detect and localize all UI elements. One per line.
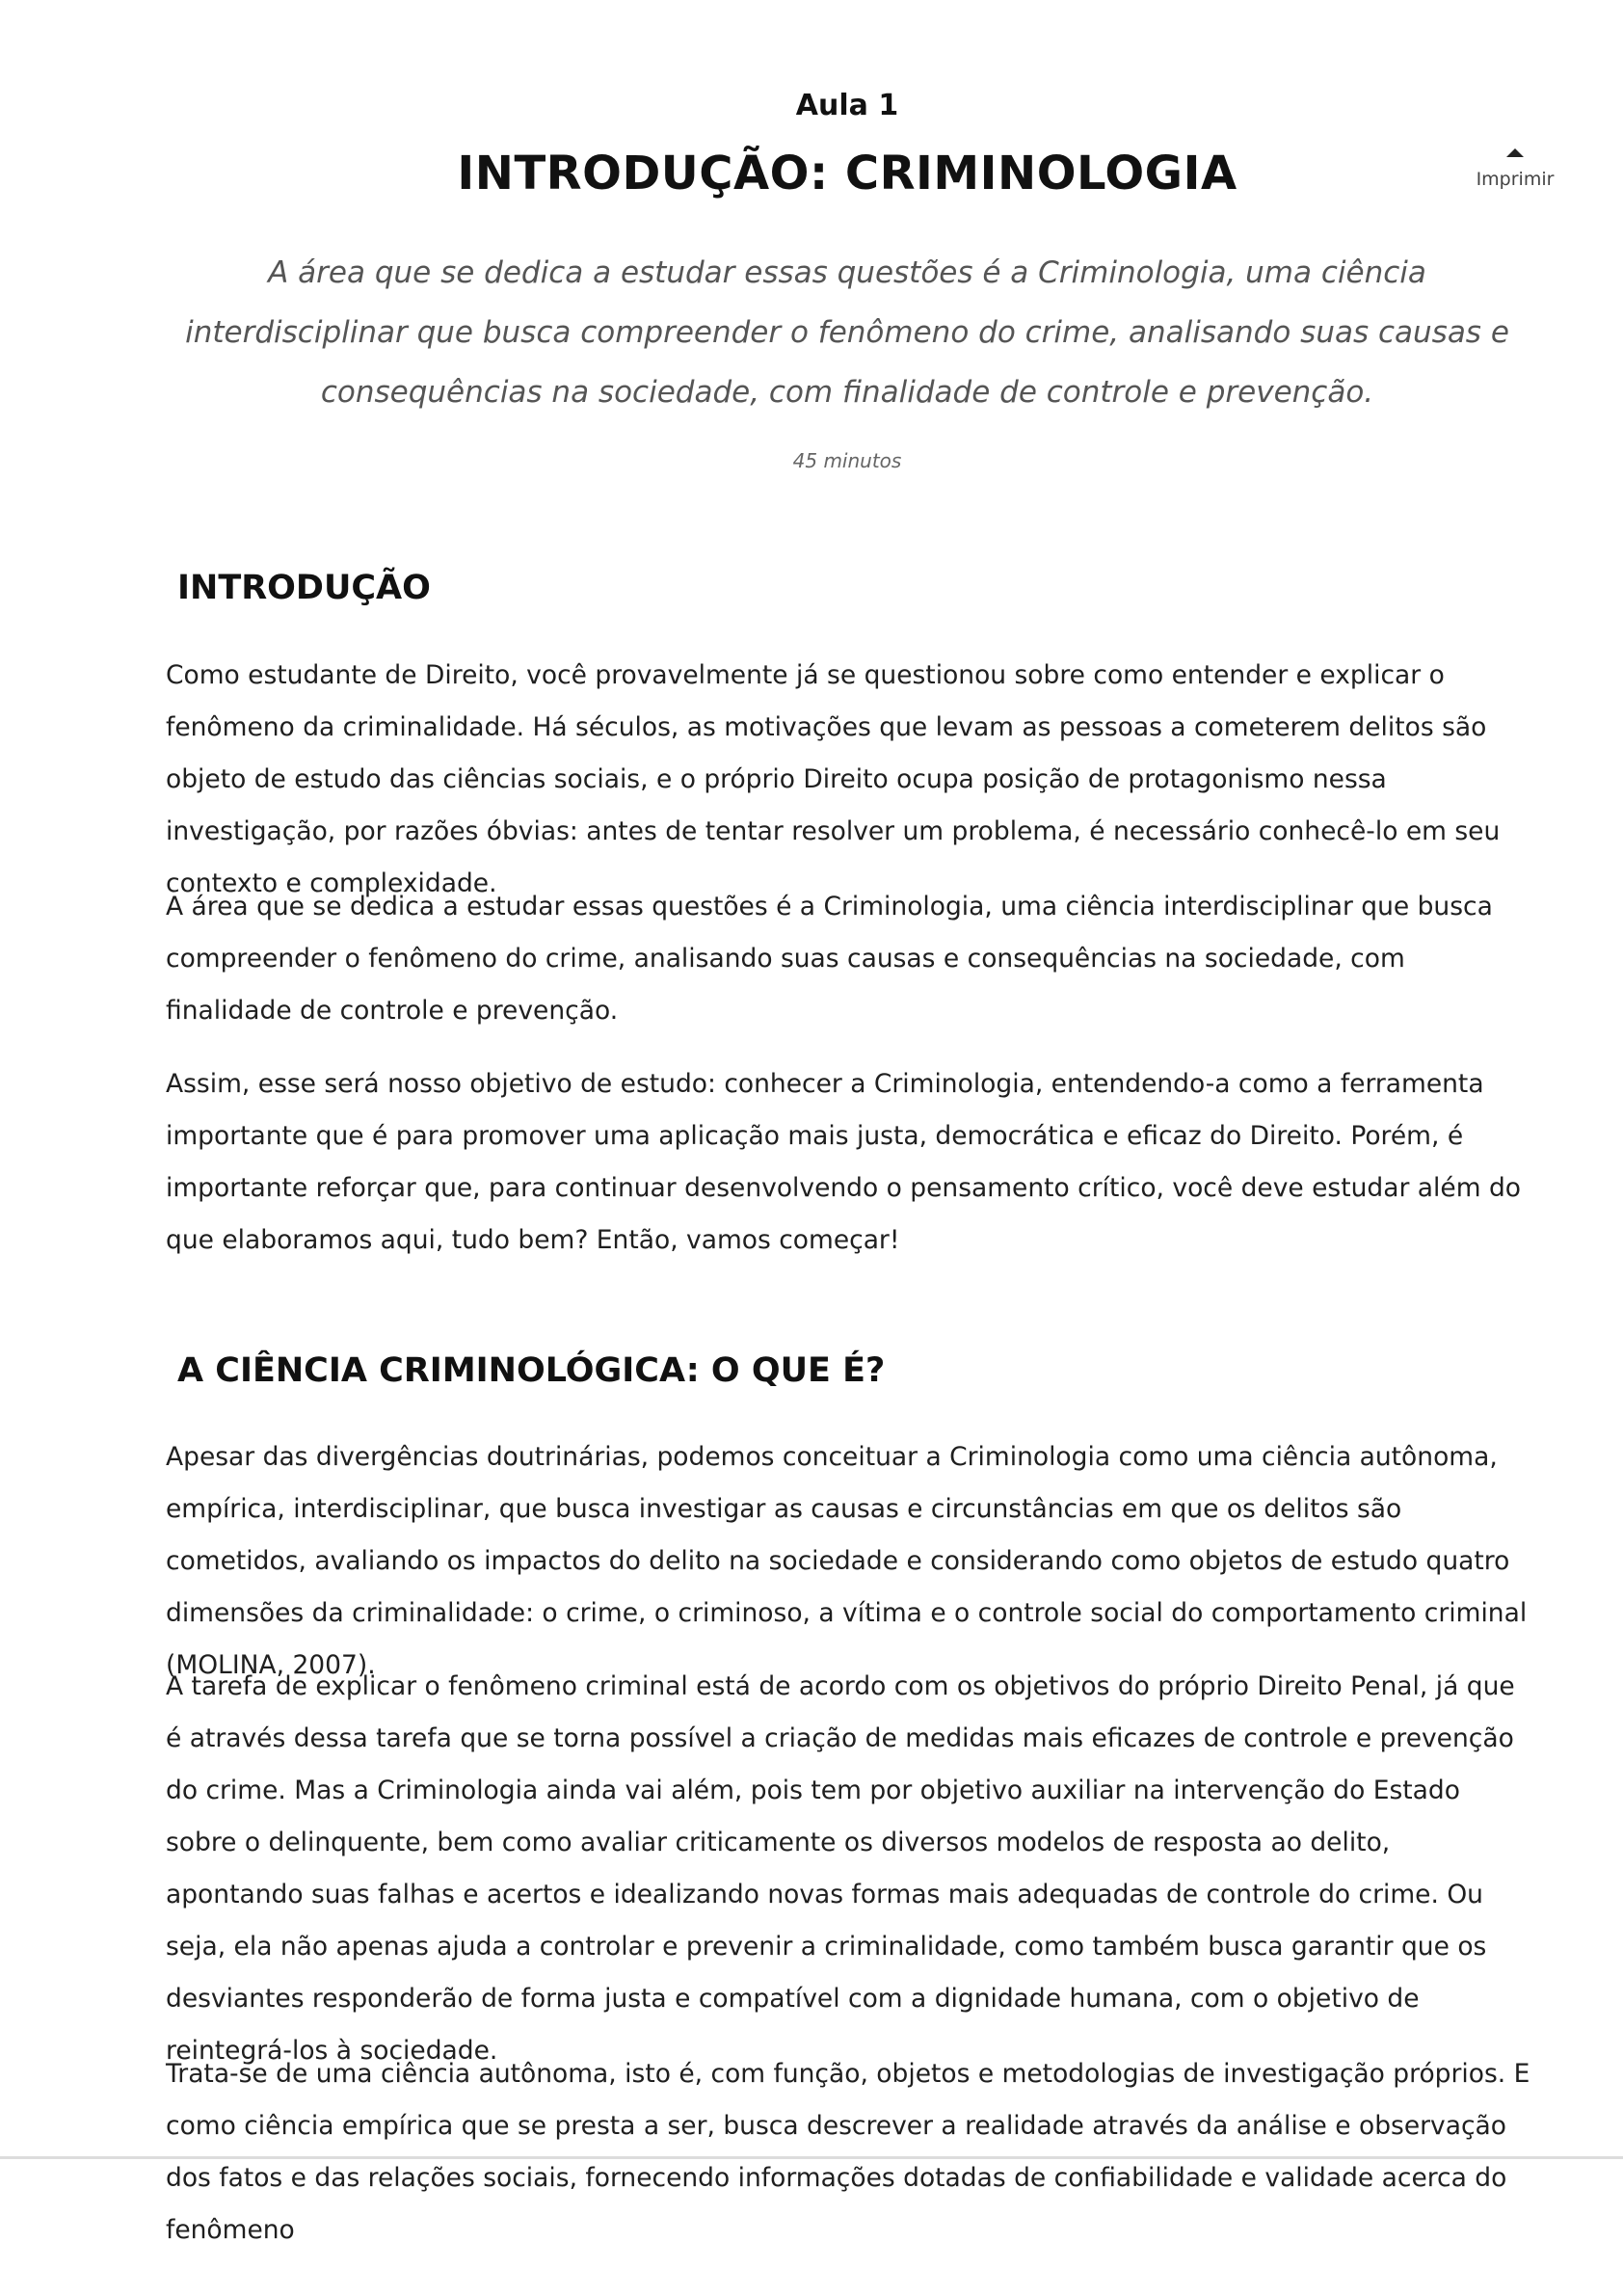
page-divider [0, 2156, 1623, 2159]
section-heading-introducao: INTRODUÇÃO [177, 569, 431, 607]
paragraph: Apesar das divergências doutrinárias, podemos conceituar a Criminologia como uma ciência autônoma, empírica, interdisciplinar, que busca investigar as causas e circunstâncias em que os delitos são cometidos, avaliando os impactos do delito na sociedade e considerando como objetos de estudo quatro dimensões da criminalidade: o crime, o criminoso, a vítima e o controle social do comportamento criminal (MOLINA, 2007). [166, 1442, 1528, 1680]
lesson-duration: 45 minutos [792, 449, 902, 472]
paragraph: A área que se dedica a estudar essas questões é a Criminologia, uma ciência interdisciplinar que busca compreender o fenômeno do crime, analisando suas causas e consequências na sociedade, com finalidade de controle e prevenção. [166, 892, 1493, 1026]
print-label: Imprimir [1476, 169, 1555, 190]
paragraph: Trata-se de uma ciência autônoma, isto é, com função, objetos e metodologias de investigação próprios. E como ciência empírica que se presta a ser, busca descrever a realidade através da análise e observação dos fatos e das relações sociais, fornecendo informações dotadas de confiabilidade e validade acerca do fenômeno [166, 2059, 1530, 2245]
paragraph: Como estudante de Direito, você provavelmente já se questionou sobre como entender e explicar o fenômeno da criminalidade. Há séculos, as motivações que levam as pessoas a cometerem delitos são objeto de estudo das ciências sociais, e o próprio Direito ocupa posição de protagonismo nessa investigação, por razões óbvias: antes de tentar resolver um problema, é necessário conhecê-lo em seu contexto e complexidade. [166, 660, 1501, 898]
lesson-subtitle: A área que se dedica a estudar essas questões é a Criminologia, uma ciência interdisciplinar que busca compreender o fenômeno do crime, analisando suas causas e consequências na sociedade, com finalidade de controle e prevenção. [185, 255, 1509, 410]
section-heading-ciencia-criminologica: A CIÊNCIA CRIMINOLÓGICA: O QUE É? [177, 1351, 886, 1390]
print-button[interactable] [1465, 145, 1565, 197]
page-title: INTRODUÇÃO: CRIMINOLOGIA [457, 147, 1237, 200]
paragraph: Assim, esse será nosso objetivo de estudo: conhecer a Criminologia, entendendo-a como a ferramenta importante que é para promover uma aplicação mais justa, democrática e eficaz do Direito. Porém, é importante reforçar que, para continuar desenvolvendo o pensamento crítico, você deve estudar além do que elaboramos aqui, tudo bem? Então, vamos começar! [166, 1069, 1521, 1255]
caret-up-icon [1506, 148, 1524, 157]
lesson-label: Aula 1 [795, 89, 899, 122]
paragraph: A tarefa de explicar o fenômeno criminal está de acordo com os objetivos do próprio Direito Penal, já que é através dessa tarefa que se torna possível a criação de medidas mais eficazes de controle e prevenção do crime. Mas a Criminologia ainda vai além, pois tem por objetivo auxiliar na intervenção do Estado sobre o delinquente, bem como avaliar criticamente os diversos modelos de resposta ao delito, apontando suas falhas e acertos e idealizando novas formas mais adequadas de controle do crime. Ou seja, ela não apenas ajuda a controlar e prevenir a criminalidade, como também busca garantir que os desviantes responderão de forma justa e compatível com a dignidade humana, com o objetivo de reintegrá-los à sociedade. [166, 1671, 1515, 2066]
